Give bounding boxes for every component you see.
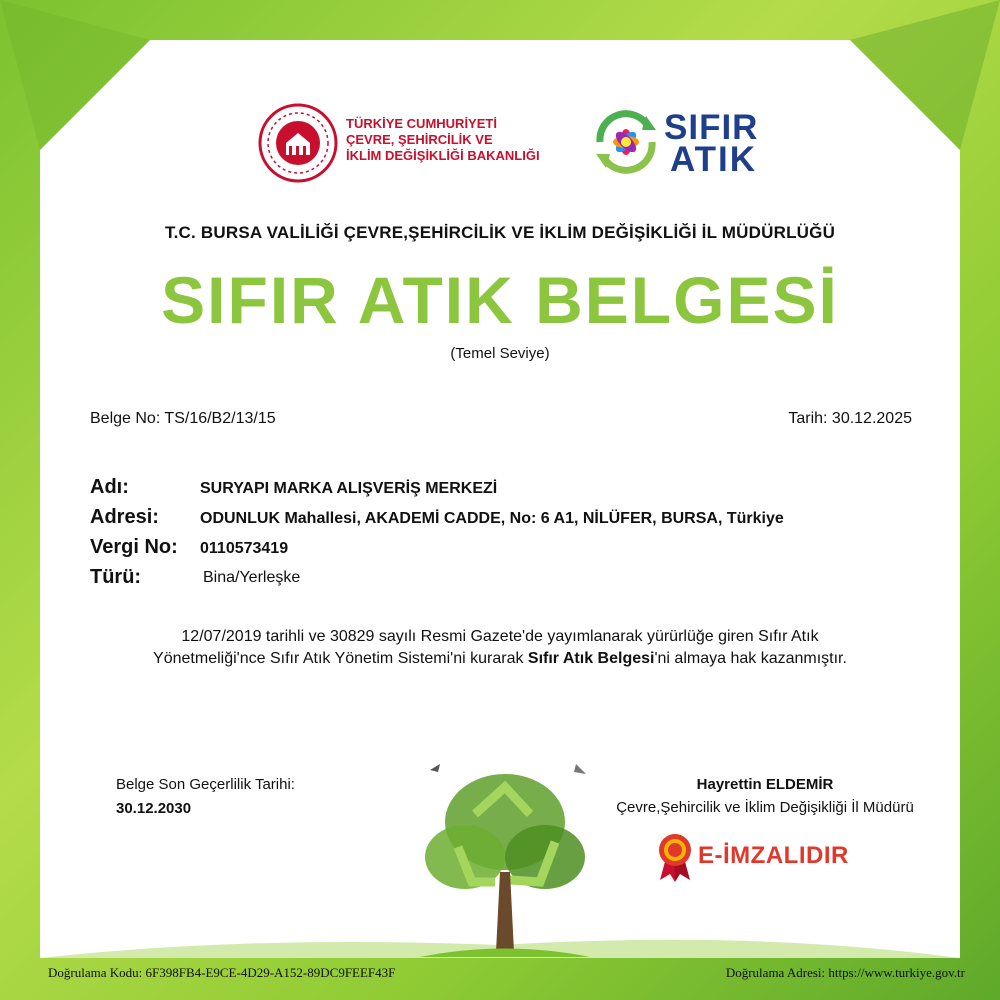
body-line-2-bold: Sıfır Atık Belgesi	[527, 650, 655, 667]
e-signature-badge: E-İMZALIDIR	[698, 842, 849, 869]
body-line-2	[0, 648, 1000, 670]
verification-address[interactable]: Doğrulama Adresi: https://www.turkiye.gov.tr	[725, 965, 965, 980]
address-value: ODUNLUK Mahallesi, AKADEMİ CADDE, No: 6 A1, NİLÜFER, BURSA, Türkiye	[200, 510, 784, 527]
zero-waste-line-1: SIFIR	[664, 108, 759, 147]
ministry-line-3: İKLİM DEĞİŞİKLİĞİ BAKANLIĞI	[346, 148, 540, 163]
validity-label: Belge Son Geçerlilik Tarihi:	[116, 776, 295, 793]
name-label: Adı:	[90, 476, 129, 498]
body-line-1: 12/07/2019 tarihli ve 30829 sayılı Resmi Gazete'de yayımlanarak yürürlüğe giren Sıfır Atık	[181, 628, 819, 645]
zero-waste-logo-text	[664, 108, 759, 179]
ministry-emblem-icon	[258, 103, 338, 183]
body-line-2-end: 'ni almaya hak kazanmıştır.	[654, 650, 847, 667]
verification-code: Doğrulama Kodu: 6F398FB4-E9CE-4D29-A152-89DC9FEEF43F	[48, 965, 396, 980]
signer-name: Hayrettin ELDEMİR	[696, 776, 834, 793]
ministry-name	[346, 116, 540, 164]
ministry-line-1: TÜRKİYE CUMHURİYETİ	[346, 116, 497, 131]
body-line-2-start: Yönetmeliği'nce Sıfır Atık Yönetim Sistemi'ni kurarak	[153, 650, 528, 667]
zero-waste-logo-icon	[590, 104, 662, 180]
directorate-heading: T.C. BURSA VALİLİĞİ ÇEVRE,ŞEHİRCİLİK VE İKLİM DEĞİŞİKLİĞİ İL MÜDÜRLÜĞÜ	[164, 223, 836, 242]
ministry-line-2: ÇEVRE, ŞEHİRCİLİK VE	[346, 132, 493, 147]
seal-ribbon-icon	[656, 832, 694, 882]
address-label: Adresi:	[90, 506, 159, 528]
type-label: Türü:	[90, 566, 142, 588]
tax-number-value: 0110573419	[200, 540, 289, 557]
type-value: Bina/Yerleşke	[203, 569, 301, 586]
zero-waste-line-2: ATIK	[670, 140, 758, 179]
document-number: Belge No: TS/16/B2/13/15	[90, 410, 276, 427]
certificate-level: (Temel Seviye)	[450, 345, 550, 362]
validity-date: 30.12.2030	[116, 800, 192, 817]
document-date: Tarih: 30.12.2025	[788, 410, 912, 427]
recycle-tree-illustration-icon	[380, 752, 630, 962]
certificate-title: SIFIR ATIK BELGESİ	[161, 263, 839, 337]
signer-title: Çevre,Şehircilik ve İklim Değişikliği İl Müdürü	[616, 799, 914, 816]
name-value: SURYAPI MARKA ALIŞVERİŞ MERKEZİ	[200, 480, 498, 497]
certificate-body	[0, 626, 1000, 670]
tax-number-label: Vergi No:	[90, 536, 178, 558]
